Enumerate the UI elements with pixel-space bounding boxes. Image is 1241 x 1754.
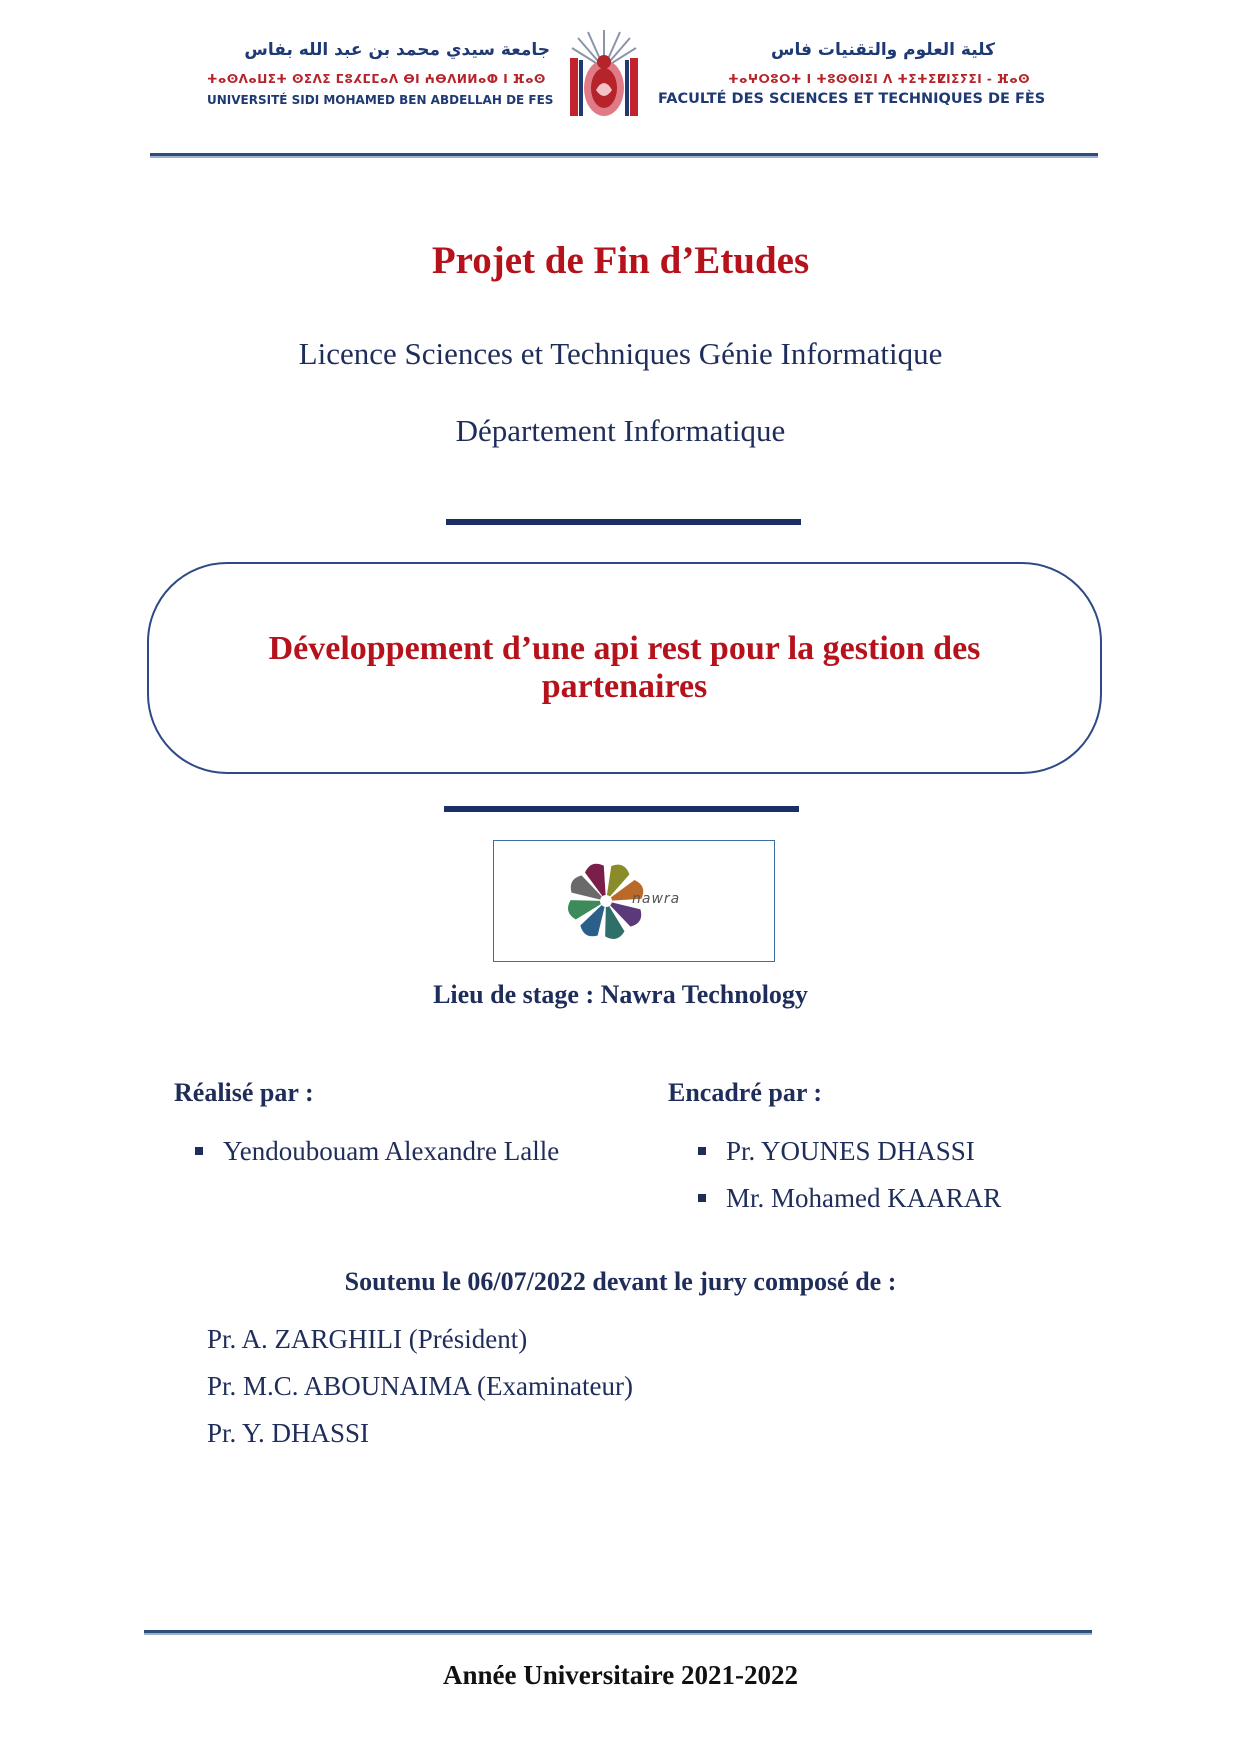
supervisor-name: Mr. Mohamed KAARAR — [726, 1183, 1002, 1213]
footer-divider — [144, 1630, 1092, 1633]
company-logo-text: nawra — [632, 891, 681, 907]
jury-member: Pr. Y. DHASSI — [207, 1418, 370, 1448]
jury-member: Pr. A. ZARGHILI (Président) — [207, 1324, 528, 1354]
university-arabic-name: جامعة سيدي محمد بن عبد الله بفاس — [244, 40, 550, 60]
company-logo-frame — [493, 840, 775, 962]
title-separator-bottom — [444, 806, 799, 812]
department-name: Département Informatique — [455, 413, 786, 448]
university-emblem-logo — [566, 28, 642, 120]
jury-heading: Soutenu le 06/07/2022 devant le jury composé de : — [344, 1267, 897, 1296]
student-item — [195, 1136, 559, 1167]
internship-location: Lieu de stage : Nawra Technology — [433, 980, 808, 1009]
university-french-name: UNIVERSITÉ SIDI MOHAMED BEN ABDELLAH DE FES — [207, 93, 554, 107]
faculty-tifinagh-name: ⵜⴰⵖⵔⵓⵔⵜ ⵏ ⵜⵓⵙⵙⵏⵉⵏ ⴷ ⵜⵉⵜⵉⵇⵏⵉⵢⵉⵏ - ⴼⴰⵙ — [728, 72, 1030, 86]
bullet-icon — [698, 1194, 706, 1202]
supervisor-item — [698, 1183, 1001, 1214]
faculty-arabic-name: كلية العلوم والتقنيات فاس — [771, 40, 995, 60]
bullet-icon — [195, 1147, 203, 1155]
student-name: Yendoubouam Alexandre Lalle — [223, 1136, 560, 1166]
university-tifinagh-name: ⵜⴰⵙⴷⴰⵡⵉⵜ ⵙⵉⴷⵉ ⵎⵓⵃⵎⵎⴰⴷ ⴱⵏ ⵄⴱⴷⵍⵍⴰⵀ ⵏ ⴼⴰⵙ — [207, 72, 546, 86]
encadre-par-label: Encadré par : — [668, 1078, 823, 1107]
academic-year: Année Universitaire 2021-2022 — [443, 1660, 798, 1690]
realise-par-label: Réalisé par : — [174, 1078, 314, 1107]
supervisor-item — [698, 1136, 975, 1167]
supervisor-name: Pr. YOUNES DHASSI — [726, 1136, 975, 1166]
page-title: Projet de Fin d’Etudes — [431, 239, 810, 282]
program-name: Licence Sciences et Techniques Génie Informatique — [298, 336, 943, 371]
title-separator-top — [446, 519, 801, 525]
faculty-french-name: FACULTÉ DES SCIENCES ET TECHNIQUES DE FÈS — [658, 91, 1046, 107]
subject-title-line2: partenaires — [541, 668, 708, 705]
subject-title-line1: Développement d’une api rest pour la gestion des — [268, 630, 981, 667]
bullet-icon — [698, 1147, 706, 1155]
header-divider — [150, 153, 1098, 156]
jury-member: Pr. M.C. ABOUNAIMA (Examinateur) — [207, 1371, 633, 1401]
